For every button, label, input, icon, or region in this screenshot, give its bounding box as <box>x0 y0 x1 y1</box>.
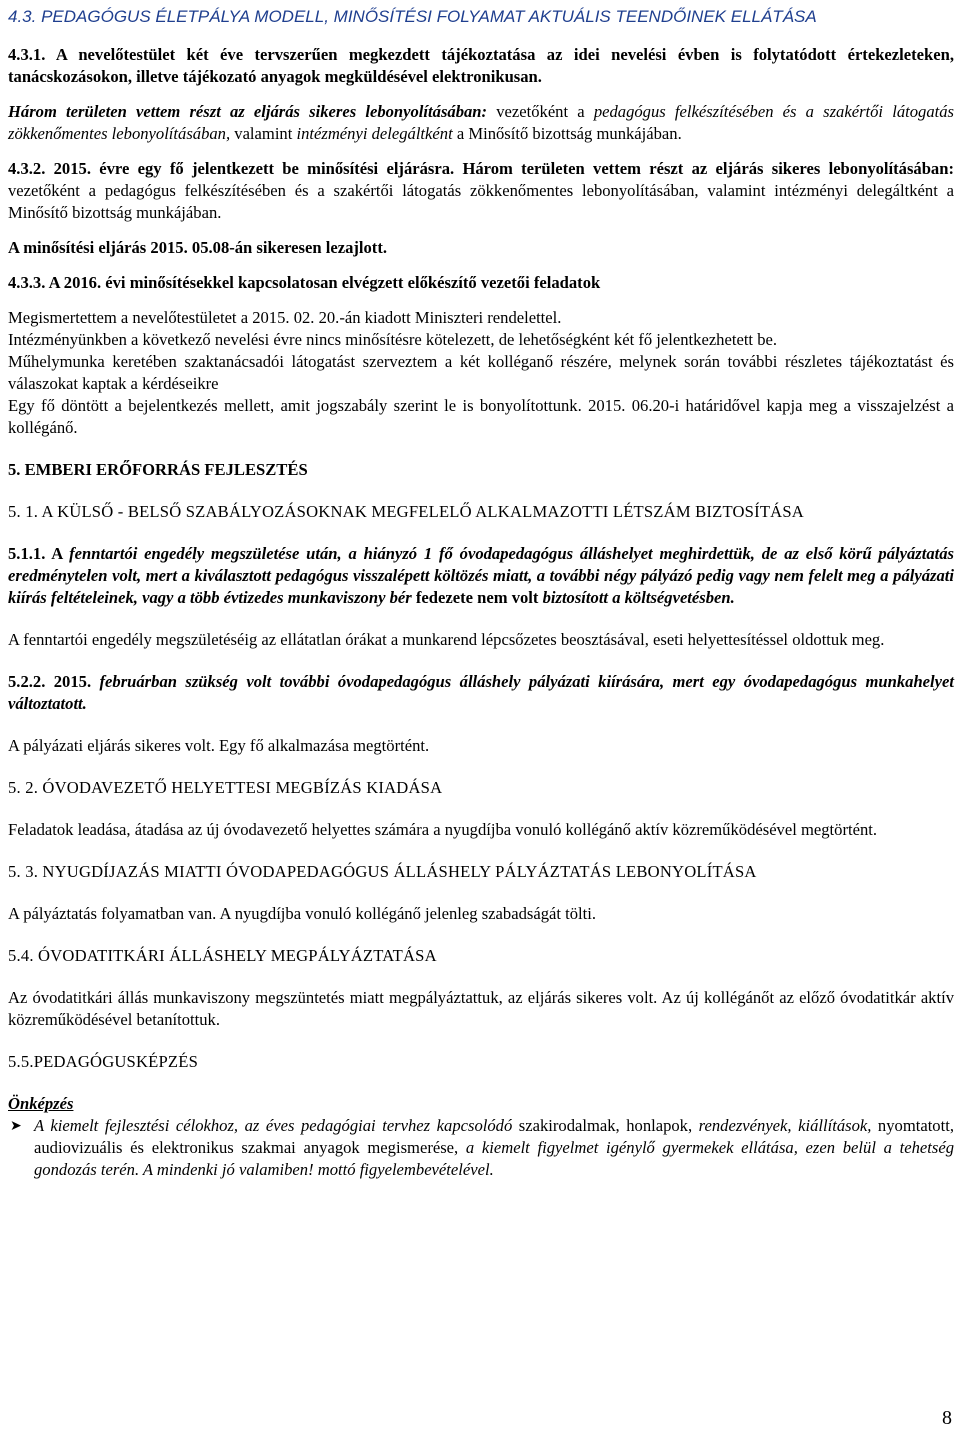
arrow-bullet-icon: ➤ <box>10 1118 22 1134</box>
text-span: vezetőként a pedagógus felkészítésében és a szakértői látogatás zökkenőmentes lebonyolításában, valamint intézményi delegáltként a Minősítő bizottság munkájában. <box>8 181 954 222</box>
paragraph-5-4: Az óvodatitkári állás munkaviszony megszüntetés miatt megpályáztattuk, az eljárás sikeres volt. Az új kollégánőt az előző óvodatitkár aktív közreműködésével betanítottuk. <box>8 988 954 1029</box>
paragraph-line: Műhelymunka keretében szaktanácsadói látogatást szerveztem a két kolléganő részére, melynek során további részletes tájékoztatást és válaszokat kaptak a kérdéseikre <box>8 352 954 393</box>
document-page <box>8 6 954 1181</box>
text-span: februárban szükség volt további óvodapedagógus álláshely pályázati kiírására, mert egy óvodapedagógus munkahelyet változtatott. <box>8 672 955 713</box>
paragraph-5-2-2-b: A pályázati eljárás sikeres volt. Egy fő alkalmazása megtörtént. <box>8 736 430 755</box>
subsection-title-5-1: 5. 1. A KÜLSŐ - BELSŐ SZABÁLYOZÁSOKNAK MEGFELELŐ ALKALMAZOTTI LÉTSZÁM BIZTOSÍTÁSA <box>8 502 804 521</box>
text-span: intézményi delegáltként <box>296 124 453 143</box>
paragraph-5-2: Feladatok leadása, átadása az új óvodavezető helyettes számára a nyugdíjba vonuló kollégánő aktív közreműködésével megtörtént. <box>8 820 878 839</box>
section-heading: 4.3. PEDAGÓGUS ÉLETPÁLYA MODELL, MINŐSÍTÉSI FOLYAMAT AKTUÁLIS TEENDŐINEK ELLÁTÁSA <box>8 7 817 26</box>
text-span: A kiemelt fejlesztési célokhoz, az éves pedagógiai tervhez kapcsolódó <box>34 1116 519 1135</box>
section-number: 5.1.1. A <box>8 544 70 563</box>
lead-text: 4.3.2. 2015. évre egy fő jelentkezett be minősítési eljárásra. Három területen vettem részt az eljárás sikeres lebonyolításában: <box>8 159 954 178</box>
text-span: vezetőként a <box>487 102 594 121</box>
text-span: pedagógus felkészítésében és a szakértői látogatás zökkenőmentes lebonyolításában, <box>8 102 954 143</box>
page-number: 8 <box>942 1407 952 1429</box>
text-span: nyomtatott, audiovizuális és elektronikus szakmai anyagok megismerése, <box>34 1116 954 1157</box>
paragraph-line: Intézményünkben a következő nevelési évre nincs minősítésre kötelezett, de lehetőségként két fő jelentkezhetett be. <box>8 330 778 349</box>
paragraph-4-3-1-detail <box>8 101 954 145</box>
paragraph-4-3-2 <box>8 158 954 224</box>
text-span: fedezete <box>415 588 473 607</box>
text-span: a kiemelt figyelmet igénylő gyermekek ellátása, ezen belül a tehetség gondozás terén. A mindenki jó valamiben! mottó figyelembevételével. <box>34 1138 954 1179</box>
section-number: 5.2.2. 2015. <box>8 672 100 691</box>
lead-text: Három területen vettem részt az eljárás sikeres lebonyolításában: <box>8 102 488 121</box>
text-span: a Minősítő bizottság munkájában. <box>452 124 682 143</box>
paragraph-line: Megismertettem a nevelőtestületet a 2015. 02. 20.-án kiadott Miniszteri rendelettel. <box>8 308 562 327</box>
chapter-title-5: 5. EMBERI ERŐFORRÁS FEJLESZTÉS <box>8 460 308 479</box>
text-span: szakirodalmak, honlapok, <box>518 1116 699 1135</box>
subsection-title-5-4: 5.4. ÓVODATITKÁRI ÁLLÁSHELY MEGPÁLYÁZTATÁSA <box>8 946 437 965</box>
text-span: rendezvények, kiállítások, <box>698 1116 872 1135</box>
paragraph-5-2-2 <box>8 671 954 715</box>
subsection-title-5-2: 5. 2. ÓVODAVEZETŐ HELYETTESI MEGBÍZÁS KIADÁSA <box>8 778 443 797</box>
text-span: nem volt <box>472 588 543 607</box>
bullet-item <box>8 1115 954 1181</box>
subsection-title-5-3: 5. 3. NYUGDÍJAZÁS MIATTI ÓVODAPEDAGÓGUS ÁLLÁSHELY PÁLYÁZTATÁS LEBONYOLÍTÁSA <box>8 862 757 881</box>
paragraph-5-1-1 <box>8 543 954 609</box>
text-span: valamint <box>230 124 297 143</box>
result-line: A minősítési eljárás 2015. 05.08-án sikeresen lezajlott. <box>8 238 387 257</box>
bullet-text <box>34 1115 954 1181</box>
paragraph-5-3: A pályáztatás folyamatban van. A nyugdíjba vonuló kollégánő jelenleg szabadságát tölti. <box>8 904 596 923</box>
paragraph-5-1-1-b: A fenntartói engedély megszületéséig az ellátatlan órákat a munkarend lépcsőzetes beosztásával, eseti helyettesítéssel oldottuk meg. <box>8 630 885 649</box>
subsection-title-5-5: 5.5.PEDAGÓGUSKÉPZÉS <box>8 1052 199 1071</box>
paragraph-line: Egy fő döntött a bejelentkezés mellett, amit jogszabály szerint le is bonyolítottunk. 2015. 06.20-i határidővel kapja meg a visszajelzést a kollégánő. <box>8 396 954 437</box>
onkepzes-heading: Önképzés <box>8 1094 74 1113</box>
text-span: fenntartói engedély megszületése után, a hiányzó 1 fő óvodapedagógus álláshelyet meghirdettük, de az első körű pályáztatás eredménytelen volt, mert a kiválasztott pedagógus visszalépett költözés miatt, a további négy pályázó pedig vagy nem felelt meg a pályázati kiírás feltételeinek, vagy a több évtizedes munkaviszony bér <box>8 544 954 607</box>
paragraph-4-3-1: 4.3.1. A nevelőtestület két éve tervszerűen megkezdett tájékoztatása az idei nevelési évben is folytatódott értekezleteken, tanácskozásokon, illetve tájékozató anyagok megküldésével elektronikusan. <box>8 45 954 86</box>
text-span: biztosított a költségvetésben. <box>542 588 735 607</box>
subsection-title-4-3-3: 4.3.3. A 2016. évi minősítésekkel kapcsolatosan elvégzett előkészítő vezetői feladatok <box>8 273 601 292</box>
